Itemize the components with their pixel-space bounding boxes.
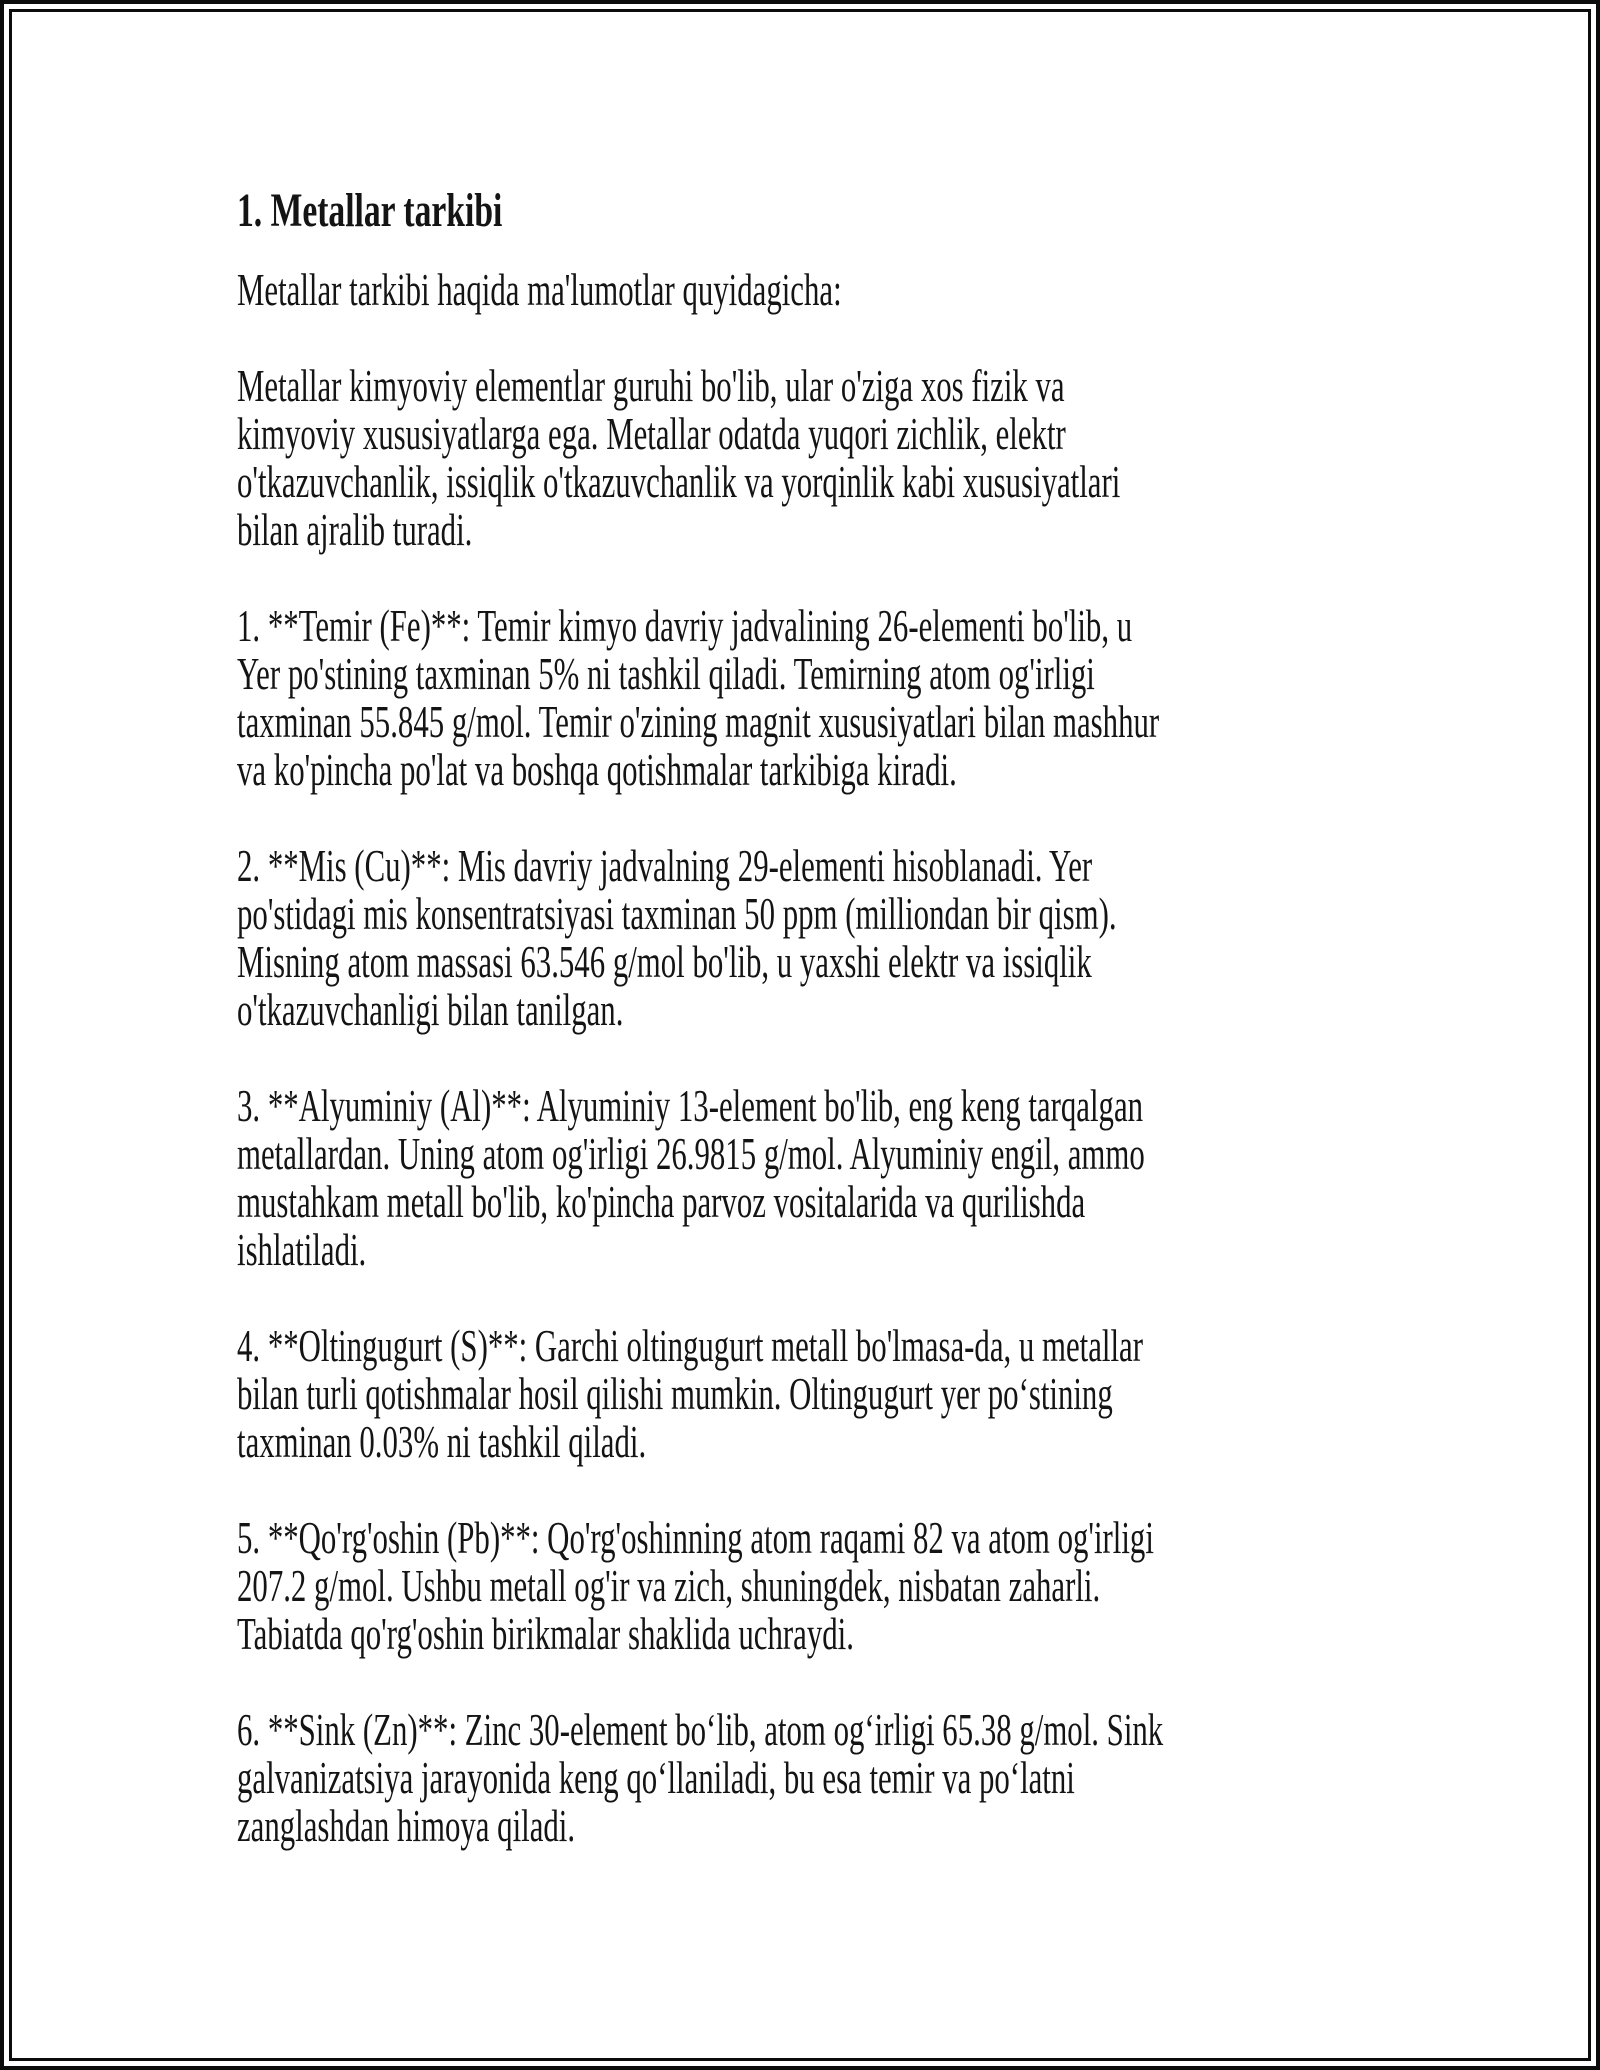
text-line: va ko'pincha po'lat va boshqa qotishmalar tarkibiga kiradi. <box>237 744 957 795</box>
text-line: galvanizatsiya jarayonida keng qo‘llaniladi, bu esa temir va po‘latni <box>237 1752 1075 1803</box>
text-line: taxminan 55.845 g/mol. Temir o'zining magnit xususiyatlari bilan mashhur <box>237 696 1160 747</box>
paragraph-item-5-qorgoshin <box>237 1514 1437 1658</box>
paragraph-intro <box>237 266 1437 314</box>
text-line: bilan turli qotishmalar hosil qilishi mumkin. Oltingugurt yer po‘stining <box>237 1368 1113 1419</box>
document-content <box>237 184 1437 1850</box>
text-line: 2. **Mis (Cu)**: Mis davriy jadvalning 29-elementi hisoblanadi. Yer <box>237 840 1093 891</box>
text-line: Yer po'stining taxminan 5% ni tashkil qiladi. Temirning atom og'irligi <box>237 648 1095 699</box>
paragraph-item-4-oltingugurt <box>237 1322 1437 1466</box>
document-body <box>237 266 1437 1850</box>
paragraph-item-6-sink <box>237 1706 1437 1850</box>
text-line: zanglashdan himoya qiladi. <box>237 1800 576 1851</box>
text-line: 207.2 g/mol. Ushbu metall og'ir va zich, shuningdek, nisbatan zaharli. <box>237 1560 1101 1611</box>
text-line: mustahkam metall bo'lib, ko'pincha parvoz vositalarida va qurilishda <box>237 1176 1086 1227</box>
text-line: Tabiatda qo'rg'oshin birikmalar shaklida uchraydi. <box>237 1608 854 1659</box>
paragraph-metals-overview <box>237 362 1437 554</box>
text-line: Misning atom massasi 63.546 g/mol bo'lib, u yaxshi elektr va issiqlik <box>237 936 1092 987</box>
text-line: 1. **Temir (Fe)**: Temir kimyo davriy jadvalining 26-elementi bo'lib, u <box>237 600 1133 651</box>
text-line: po'stidagi mis konsentratsiyasi taxminan 50 ppm (milliondan bir qism). <box>237 888 1117 939</box>
text-line: 3. **Alyuminiy (Al)**: Alyuminiy 13-element bo'lib, eng keng tarqalgan <box>237 1080 1144 1131</box>
text-line: taxminan 0.03% ni tashkil qiladi. <box>237 1416 647 1467</box>
text-line: kimyoviy xususiyatlarga ega. Metallar odatda yuqori zichlik, elektr <box>237 408 1066 459</box>
text-line: Metallar kimyoviy elementlar guruhi bo'lib, ular o'ziga xos fizik va <box>237 360 1065 411</box>
text-line: bilan ajralib turadi. <box>237 504 473 555</box>
text-line: 5. **Qo'rg'oshin (Pb)**: Qo'rg'oshinning atom raqami 82 va atom og'irligi <box>237 1512 1154 1563</box>
text-line: metallardan. Uning atom og'irligi 26.9815 g/mol. Alyuminiy engil, ammo <box>237 1128 1145 1179</box>
paragraph-item-1-temir <box>237 602 1437 794</box>
paragraph-item-3-alyuminiy <box>237 1082 1437 1274</box>
text-line: o'tkazuvchanlik, issiqlik o'tkazuvchanlik va yorqinlik kabi xususiyatlari <box>237 456 1121 507</box>
text-line: 6. **Sink (Zn)**: Zinc 30-element bo‘lib, atom og‘irligi 65.38 g/mol. Sink <box>237 1704 1164 1755</box>
paragraph-item-2-mis <box>237 842 1437 1034</box>
text-line: ishlatiladi. <box>237 1224 367 1275</box>
text-line: Metallar tarkibi haqida ma'lumotlar quyidagicha: <box>237 264 842 315</box>
page-title: 1. Metallar tarkibi <box>237 184 503 237</box>
text-line: 4. **Oltingugurt (S)**: Garchi oltingugurt metall bo'lmasa-da, u metallar <box>237 1320 1143 1371</box>
text-line: o'tkazuvchanligi bilan tanilgan. <box>237 984 624 1035</box>
